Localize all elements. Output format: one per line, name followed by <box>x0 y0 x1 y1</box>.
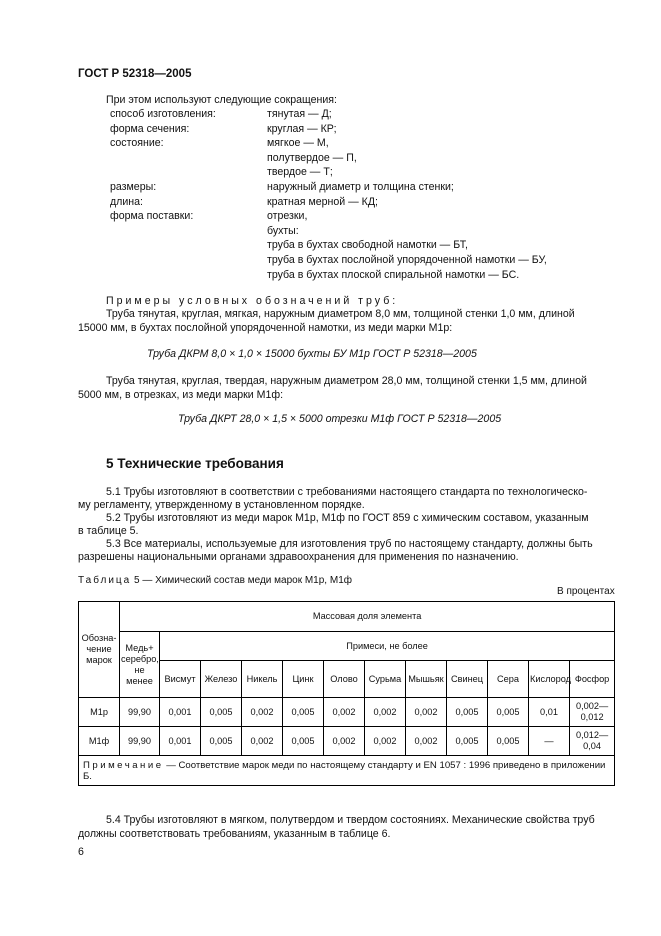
abbr-value: наружный диаметр и толщина стенки; <box>267 181 454 193</box>
impurity-cell: 0,001 <box>160 698 201 727</box>
impurity-cell: 0,002 <box>324 727 365 756</box>
abbr-value: твердое — Т; <box>267 166 333 179</box>
impurity-cell: 0,002 <box>365 727 406 756</box>
element-header-cell: Цинк <box>283 661 324 698</box>
para-5-2-line2: в таблице 5. <box>78 525 139 537</box>
table-caption-text: 5 — Химический состав меди марок М1р, М1ф <box>134 575 352 586</box>
example2-formula: Труба ДКРТ 28,0 × 1,5 × 5000 отрезки М1ф ГОСТ Р 52318—2005 <box>178 413 502 425</box>
impurity-cell: 0,002 <box>324 698 365 727</box>
impurity-cell: 0,005 <box>488 698 529 727</box>
note-text: — Соответствие марок меди по настоящему стандарту и EN 1057 : 1996 приведено в приложении Б. <box>83 759 606 782</box>
para-5-3-line2: разрешены национальными органами здравоохранения для применения по назначению. <box>78 551 519 563</box>
impurity-cell: 0,012—0,04 <box>570 727 615 756</box>
example1-text-line2: 15000 мм, в бухтах послойной упорядоченной намотки, из меди марки М1р: <box>78 322 453 334</box>
para-5-4-line2: должны соответствовать требованиям, указанным в таблице 6. <box>78 828 391 840</box>
abbr-label: форма поставки: <box>110 210 194 223</box>
element-header-cell: Железо <box>201 661 242 698</box>
element-header-cell: Мышьяк <box>406 661 447 698</box>
abbr-value: кратная мерной — КД; <box>267 195 378 208</box>
abbr-value: труба в бухтах плоской спиральной намотки — БС. <box>267 268 520 281</box>
abbr-value: труба в бухтах послойной упорядоченной намотки — БУ, <box>267 254 547 266</box>
table-caption-word: Таблица <box>78 575 132 586</box>
abbr-label: способ изготовления: <box>110 108 216 120</box>
para-5-3-line1: 5.3 Все материалы, используемые для изготовления труб по настоящему стандарту, должны быть <box>106 538 593 550</box>
note-word: Примечание <box>83 759 164 771</box>
abbr-value: труба в бухтах свободной намотки — БТ, <box>267 239 468 252</box>
element-header-cell: Висмут <box>160 661 201 698</box>
impurity-cell: 0,01 <box>529 698 570 727</box>
impurity-cell: 0,002 <box>406 727 447 756</box>
abbr-label: форма сечения: <box>110 122 190 135</box>
element-header-cell: Олово <box>324 661 365 698</box>
para-5-2-line1: 5.2 Трубы изготовляют из меди марок М1р, М1ф по ГОСТ 859 с химическим составом, указанным <box>106 512 589 524</box>
impurity-cell: 0,005 <box>283 698 324 727</box>
impurity-cell: 0,002 <box>365 698 406 727</box>
para-5-1-line1: 5.1 Трубы изготовляют в соответствии с требованиями настоящего стандарта по технологическо- <box>106 486 588 498</box>
section-title: 5 Технические требования <box>106 456 284 471</box>
table-row <box>79 698 615 727</box>
impurity-cell: 0,002 <box>406 698 447 727</box>
grade-cell: М1ф <box>79 727 120 756</box>
abbr-label: состояние: <box>110 137 164 150</box>
abbr-value: бухты: <box>267 224 299 237</box>
example1-text-line1: Труба тянутая, круглая, мягкая, наружным диаметром 8,0 мм, толщиной стенки 1,0 мм, длиной <box>106 308 575 320</box>
col-header-mass-fraction: Массовая доля элемента <box>120 602 615 632</box>
abbr-value: отрезки, <box>267 210 308 223</box>
col-header-copper-silver: Медь+ серебро, не менее <box>120 632 160 698</box>
impurity-cell: 0,005 <box>283 727 324 756</box>
impurity-cell: 0,002 <box>242 727 283 756</box>
element-header-cell: Сера <box>488 661 529 698</box>
example2-text-line2: 5000 мм, в отрезках, из меди марки М1ф: <box>78 389 284 401</box>
element-header-cell: Кислород <box>529 661 570 698</box>
element-header-cell: Фосфор <box>570 661 615 698</box>
example2-text-line1: Труба тянутая, круглая, твердая, наружным диаметром 28,0 мм, толщиной стенки 1,5 мм, длиной <box>106 375 587 387</box>
impurity-cell: 0,005 <box>201 698 242 727</box>
grade-cell: М1р <box>79 698 120 727</box>
impurity-cell: 0,005 <box>447 698 488 727</box>
document-header: ГОСТ Р 52318—2005 <box>78 68 192 80</box>
table-caption <box>78 574 352 587</box>
impurity-cell: 0,005 <box>201 727 242 756</box>
impurity-cell: — <box>529 727 570 756</box>
col-header-designation: Обозна-чение марок <box>79 602 120 698</box>
abbr-value: полутвердое — П, <box>267 151 357 164</box>
example1-formula: Труба ДКРМ 8,0 × 1,0 × 15000 бухты БУ М1р ГОСТ Р 52318—2005 <box>147 348 477 360</box>
element-header-cell: Никель <box>242 661 283 698</box>
abbr-label: размеры: <box>110 181 157 193</box>
impurity-cell: 0,001 <box>160 727 201 756</box>
chemical-composition-table <box>78 601 615 786</box>
impurity-cell: 0,005 <box>488 727 529 756</box>
page-number: 6 <box>78 846 84 858</box>
para-5-1-line2: му регламенту, утвержденному в установленном порядке. <box>78 499 365 511</box>
abbr-label: длина: <box>110 195 143 208</box>
abbr-value: тянутая — Д; <box>267 108 332 120</box>
table-units: В процентах <box>557 586 615 597</box>
copper-silver-cell: 99,90 <box>120 698 160 727</box>
abbr-value: мягкое — М, <box>267 137 329 150</box>
abbreviations-intro: При этом используют следующие сокращения: <box>106 94 337 106</box>
para-5-4-line1: 5.4 Трубы изготовляют в мягком, полутвердом и твердом состояниях. Механические свойства труб <box>106 814 595 826</box>
element-header-cell: Свинец <box>447 661 488 698</box>
impurity-cell: 0,005 <box>447 727 488 756</box>
impurity-cell: 0,002—0,012 <box>570 698 615 727</box>
impurity-cell: 0,002 <box>242 698 283 727</box>
table-row <box>79 727 615 756</box>
copper-silver-cell: 99,90 <box>120 727 160 756</box>
col-header-impurities: Примеси, не более <box>160 632 615 661</box>
examples-heading: Примеры условных обозначений труб: <box>106 295 399 307</box>
table-note <box>79 756 615 786</box>
abbr-value: круглая — КР; <box>267 122 337 135</box>
element-header-cell: Сурьма <box>365 661 406 698</box>
